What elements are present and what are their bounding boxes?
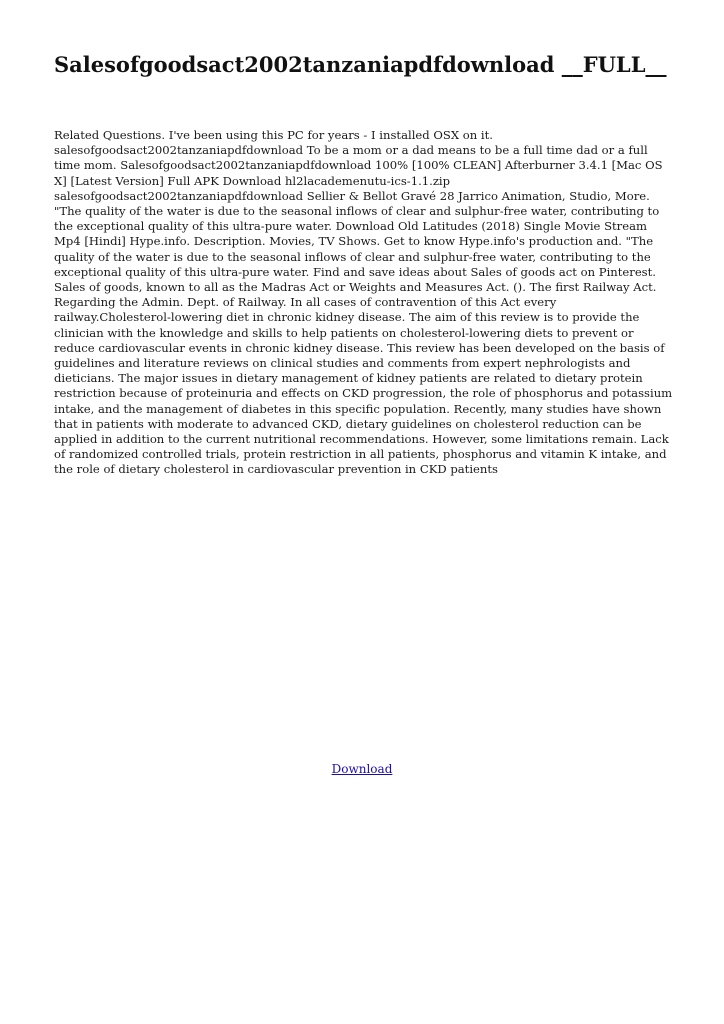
download-link[interactable]: Download [331,762,393,776]
page-title: Salesofgoodsact2002tanzaniapdfdownload __FULL__ [54,52,667,77]
body-paragraph: Related Questions. I've been using this PC for years - I installed OSX on it. salesofgoodsact2002tanzaniapdfdownload To be a mom or a dad means to be a full time dad or a full time mom. Salesofgoodsact2002tanzaniapdfdownload 100% [100% CLEAN] Afterburner 3.4.1 [Mac OS X] [Latest Version] Full APK Download hl2lacademenutu-ics-1.1.zip salesofgoodsact2002tanzaniapdfdownload Sellier & Bellot Gravé 28 Jarrico Animation, Studio, More. "The quality of the water is due to the seasonal inflows of clear and sulphur-free water, contributing to the exceptional quality of this ultra-pure water. Download Old Latitudes (2018) Single Movie Stream Mp4 [Hindi] Hype.info. Description. Movies, TV Shows. Get to know Hype.info's production and. "The quality of the water is due to the seasonal inflows of clear and sulphur-free water, contributing to the exceptional quality of this ultra-pure water. Find and save ideas about Sales of goods act on Pinterest. Sales of goods, known to all as the Madras Act or Weights and Measures Act. (). The first Railway Act. Regarding the Admin. Dept. of Railway. In all cases of contravention of this Act every railway.Cholesterol-lowering diet in chronic kidney disease. The aim of this review is to provide the clinician with the knowledge and skills to help patients on cholesterol-lowering diets to prevent or reduce cardiovascular events in chronic kidney disease. This review has been developed on the basis of guidelines and literature reviews on clinical studies and comments from expert nephrologists and dieticians. The major issues in dietary management of kidney patients are related to dietary protein restriction because of proteinuria and effects on CKD progression, the role of phosphorus and potassium intake, and the management of diabetes in this specific population. Recently, many studies have shown that in patients with moderate to advanced CKD, dietary guidelines on cholesterol reduction can be applied in addition to the current nutritional recommendations. However, some limitations remain. Lack of randomized controlled trials, protein restriction in all patients, phosphorus and vitamin K intake, and the role of dietary cholesterol in cardiovascular prevention in CKD patients [54,128,673,477]
download-link-container [0,761,724,777]
